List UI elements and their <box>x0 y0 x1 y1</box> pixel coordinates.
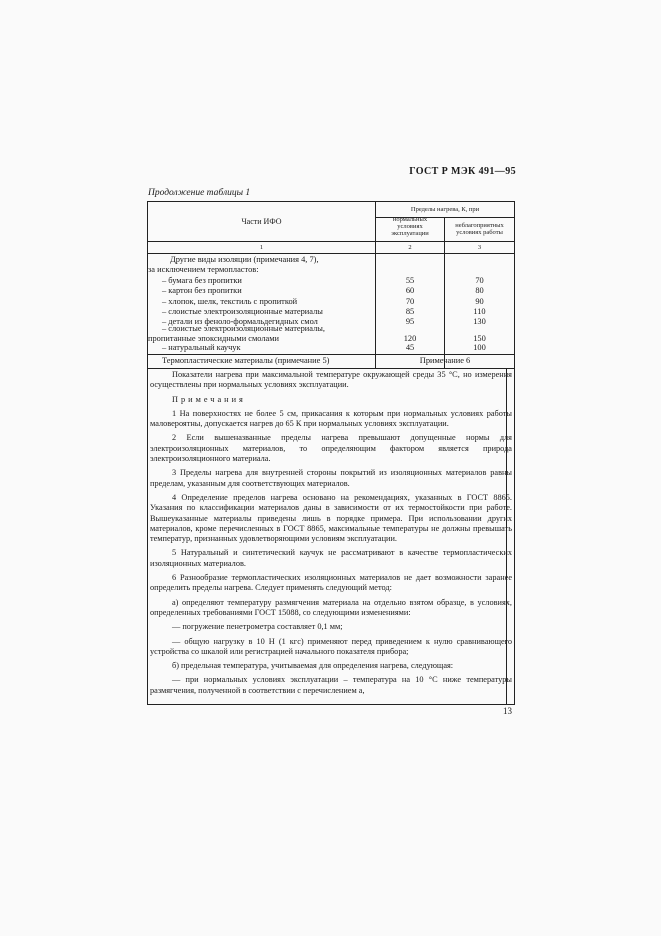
note-6-item-a1: — погружение пенетрометра составляет 0,1 мм; <box>172 622 343 632</box>
thermoplastic-row-label: Термопластические материалы (примечание 5) <box>162 356 330 365</box>
table-cell-adverse: 130 <box>473 317 486 327</box>
note-6-item-a: а) определяют температуру размягчения материала на отдельно взятом образце, в условиях, определенных требованиями ГОСТ 15088, со следующими изменениями: <box>150 597 512 617</box>
col-num-2: 2 <box>408 244 412 251</box>
col3-header <box>445 222 514 236</box>
note-4: 4 Определение пределов нагрева основано на рекомендациях, указанных в ГОСТ 8865. Указания по классификации материалов даны в зависимости от их термостойкости при работе. Вышеуказанные материалы приведены лишь в порядке примера. При использовании других материалов, кроме перечисленных в ГОСТ 8865, максимальные температуры не должны превышать температур, признанных удовлетворяющими условиям эксплуатации. <box>150 492 512 544</box>
col-num-3: 3 <box>477 244 482 251</box>
table-cell-adverse: 90 <box>475 296 484 306</box>
note-6-item-b1: — при нормальных условиях эксплуатации – температура на 10 °С ниже температуры размягчения, полученной в соответствии с перечислением а, <box>150 675 512 695</box>
notes-block <box>150 370 512 696</box>
page-number: 13 <box>503 706 512 716</box>
table-row-label: – картон без пропитки <box>162 286 242 296</box>
note-5: 5 Натуральный и синтетический каучук не рассматривают в качестве термопластических изоляционных материалов. <box>150 548 512 568</box>
table-row-label: Другие виды изоляции (примечания 4, 7), <box>170 255 319 264</box>
note-2: 2 Если вышеназванные пределы нагрева превышают допущенные нормы для электроизоляционных материалов, то определяющим фактором является природа электроизоляционного материала. <box>150 433 512 464</box>
table-cell-normal: 55 <box>405 275 415 285</box>
table-cell-adverse: 110 <box>473 307 486 316</box>
table-cell-adverse: 150 <box>473 334 486 344</box>
col3-header-line: условиях работы <box>456 229 503 236</box>
thermo-bottom-rule <box>148 368 514 369</box>
note-6-item-b: б) предельная температура, учитываемая для определения нагрева, следующая: <box>172 661 454 671</box>
col3-header-line: неблагоприятных <box>455 222 504 229</box>
colnum-bottom-rule <box>148 253 514 254</box>
col1-header: Части ИФО <box>241 217 282 226</box>
table-cell-normal: 95 <box>405 317 415 327</box>
thermo-top-rule <box>148 354 514 355</box>
table-frame <box>147 201 515 705</box>
table-cell-adverse: 80 <box>475 286 484 296</box>
table-cell-normal: 70 <box>405 296 415 306</box>
standard-code: ГОСТ Р МЭК 491—95 <box>409 166 516 177</box>
thermoplastic-row-value: Примечание 6 <box>419 356 471 365</box>
note-3: 3 Пределы нагрева для внутренней стороны покрытий из изоляционных материалов равны пределам, указанным для соответствующих материалов. <box>150 468 512 488</box>
table-row-label: – слоистые электроизоляционные материалы <box>162 307 323 316</box>
col2-header-line: условиях <box>397 223 423 230</box>
table-row-label: за исключением термопластов: <box>148 265 259 275</box>
table-cell-normal: 120 <box>403 334 417 344</box>
group-header: Пределы нагрева, К, при <box>410 206 480 213</box>
col2-header <box>376 216 444 237</box>
table-cell-adverse: 70 <box>475 275 484 285</box>
note-1: 1 На поверхностях не более 5 см, прикасания к которым при нормальных условиях работы маловероятны, допускается нагрев до 65 К при нормальных условиях эксплуатации. <box>150 408 512 429</box>
col2-header-line: нормальных <box>392 216 428 223</box>
note-6-item-a2: — общую нагрузку в 10 Н (1 кгс) применяют перед приведением к нулю сравнивающего устройства со шкалой или регистрацией начального показателя прибора; <box>150 636 512 656</box>
col2-header-line: эксплуатации <box>391 230 429 237</box>
table-cell-normal: 85 <box>405 307 415 316</box>
notes-heading: Примечания <box>172 394 246 404</box>
table-row-label: пропитанные эпоксидными смолами <box>148 334 280 344</box>
table-cell-adverse: 100 <box>473 343 486 352</box>
col-num-1: 1 <box>259 244 264 251</box>
table-cell-normal: 60 <box>405 286 415 296</box>
table-row-label: – слоистые электроизоляционные материалы, <box>162 323 325 333</box>
table-caption: Продолжение таблицы 1 <box>148 188 251 198</box>
table-row-label: – хлопок, шелк, текстиль с пропиткой <box>162 296 298 306</box>
note-6: 6 Разнообразие термопластических изоляционных материалов не дает возможности заранее определить пределы нагрева. Следует применять следующий метод: <box>150 573 512 593</box>
table-cell-normal: 45 <box>405 343 415 352</box>
table-row-label: – натуральный каучук <box>162 343 241 352</box>
table-row-label: – детали из феноло-формальдегидных смол <box>162 317 318 327</box>
note-intro: Показатели нагрева при максимальной температуре окружающей среды 35 °С, но измерения осуществлены при нормальных условиях эксплуатации. <box>150 370 512 390</box>
table-row-label: – бумага без пропитки <box>162 275 242 285</box>
header-bottom-rule <box>148 241 514 242</box>
